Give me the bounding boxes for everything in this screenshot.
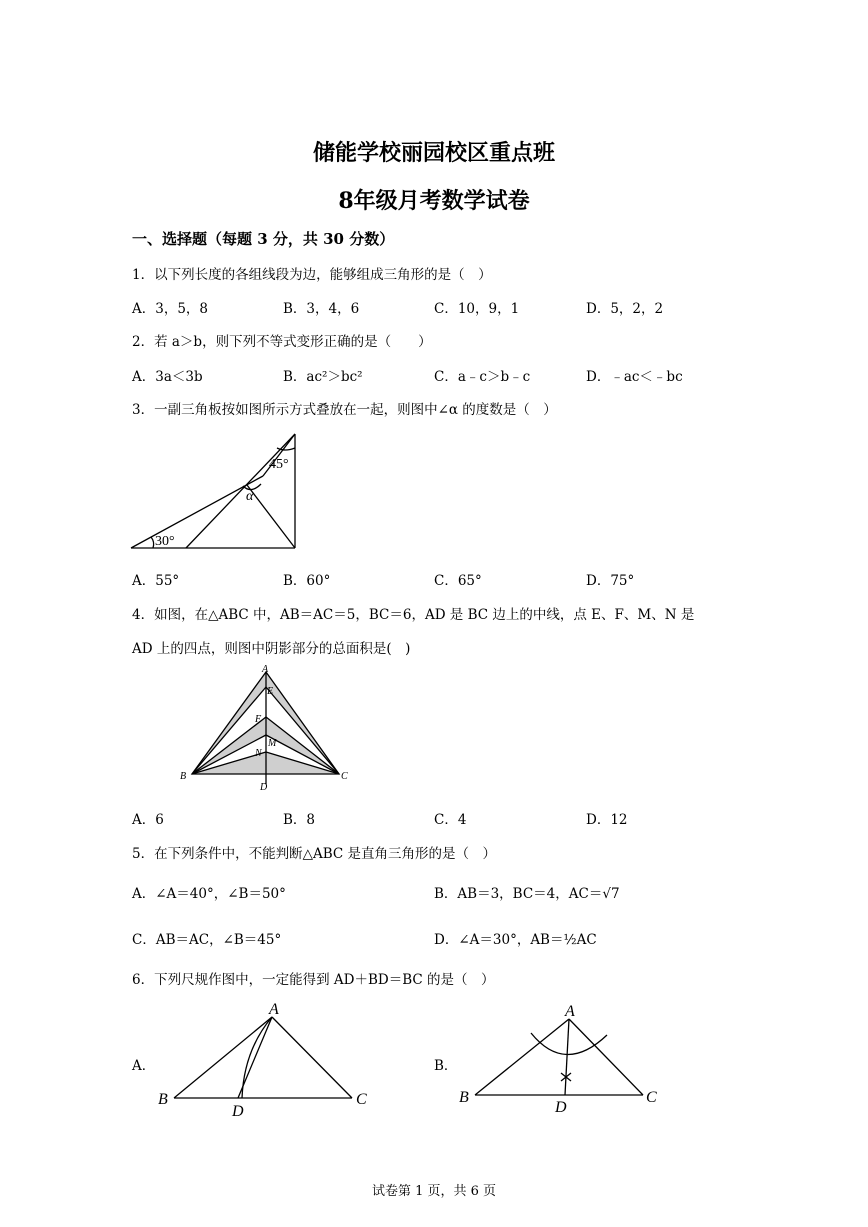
q3-arc-30	[151, 537, 154, 548]
q4-figure-triangle	[176, 662, 356, 792]
question-5-stem: 5．在下列条件中，不能判断△ABC 是直角三角形的是（ ）	[132, 846, 497, 862]
q4-label-e: E	[267, 686, 274, 697]
q6b-segment-ad	[565, 1019, 569, 1095]
q2-option-d: D．﹣ac＜﹣bc	[586, 369, 683, 385]
section-heading: 一、选择题（每题 3 分，共 30 分数）	[132, 230, 395, 248]
q6b-label-a: A	[565, 1003, 575, 1020]
q3-option-a: A．55°	[132, 573, 180, 589]
q6a-label-c: C	[356, 1091, 367, 1108]
q6b-arc	[531, 1033, 607, 1055]
q6a-side-ab	[174, 1017, 272, 1098]
q1-option-a: A．3，5，8	[132, 301, 209, 317]
q4-label-m: M	[268, 738, 277, 749]
q6-option-b: B．	[434, 1058, 458, 1074]
q6b-label-b: B	[459, 1089, 469, 1106]
q6a-label-d: D	[232, 1103, 244, 1120]
q6b-side-ab	[475, 1019, 569, 1095]
question-2-stem: 2．若 a＞b，则下列不等式变形正确的是（ ）	[132, 334, 432, 350]
q6b-label-d: D	[555, 1099, 567, 1116]
q1-option-c: C．10，9，1	[434, 301, 520, 317]
q4-option-c: C．4	[434, 812, 467, 828]
question-4-stem-line1: 4．如图，在△ABC 中，AB＝AC＝5，BC＝6，AD 是 BC 边上的中线，点 E、F、M、N 是	[132, 607, 695, 623]
q3-hypotenuse-45	[186, 434, 295, 548]
q3-label-alpha: α	[246, 489, 254, 504]
exam-title: 8年级月考数学试卷	[338, 188, 530, 214]
q5-option-d: D．∠A＝30°，AB＝½AC	[434, 932, 597, 948]
q4-label-d: D	[260, 782, 268, 792]
q6-figure-a	[152, 1000, 377, 1122]
q6b-side-ac	[569, 1019, 643, 1095]
q4-label-n: N	[255, 748, 262, 759]
q3-label-45: 45°	[269, 457, 289, 472]
q3-label-30: 30°	[155, 534, 175, 549]
question-4-stem-line2: AD 上的四点，则图中阴影部分的总面积是( )	[132, 641, 411, 657]
school-title: 储能学校丽园校区重点班	[312, 140, 555, 166]
q3-option-c: C．65°	[434, 573, 482, 589]
q5-option-b: B．AB＝3，BC＝4，AC＝√7	[434, 886, 620, 902]
q2-option-b: B．ac²＞bc²	[283, 369, 363, 385]
q4-label-c: C	[341, 771, 348, 782]
q1-option-b: B．3，4，6	[283, 301, 360, 317]
q2-option-a: A．3a＜3b	[132, 369, 203, 385]
q6a-side-ac	[272, 1017, 352, 1098]
question-6-stem: 6．下列尺规作图中，一定能得到 AD＋BD＝BC 的是（ ）	[132, 972, 495, 988]
q4-option-b: B．8	[283, 812, 316, 828]
q6a-label-b: B	[158, 1091, 168, 1108]
q4-label-b: B	[180, 771, 187, 782]
q3-inner-line	[247, 485, 295, 548]
q6a-label-a: A	[269, 1001, 279, 1018]
q5-option-a: A．∠A＝40°，∠B＝50°	[132, 886, 286, 902]
q4-option-a: A．6	[132, 812, 164, 828]
q2-option-c: C．a﹣c＞b﹣c	[434, 369, 531, 385]
q3-option-b: B．60°	[283, 573, 331, 589]
q6-figure-b	[455, 1000, 670, 1122]
q5-option-c: C．AB＝AC，∠B＝45°	[132, 932, 282, 948]
q6b-label-c: C	[646, 1089, 657, 1106]
q4-label-f: F	[255, 714, 262, 725]
q1-option-d: D．5，2，2	[586, 301, 664, 317]
page-footer: 试卷第 1 页，共 6 页	[371, 1184, 497, 1199]
q3-option-d: D．75°	[586, 573, 635, 589]
question-3-stem: 3．一副三角板按如图所示方式叠放在一起，则图中∠α 的度数是（ ）	[132, 402, 557, 418]
question-1-stem: 1．以下列长度的各组线段为边，能够组成三角形的是（ ）	[132, 267, 492, 283]
q3-arc-45	[277, 448, 295, 450]
q6-option-a: A．	[132, 1058, 156, 1074]
q4-label-a: A	[262, 664, 269, 675]
q3-figure-triangles	[125, 428, 310, 556]
q4-option-d: D．12	[586, 812, 628, 828]
